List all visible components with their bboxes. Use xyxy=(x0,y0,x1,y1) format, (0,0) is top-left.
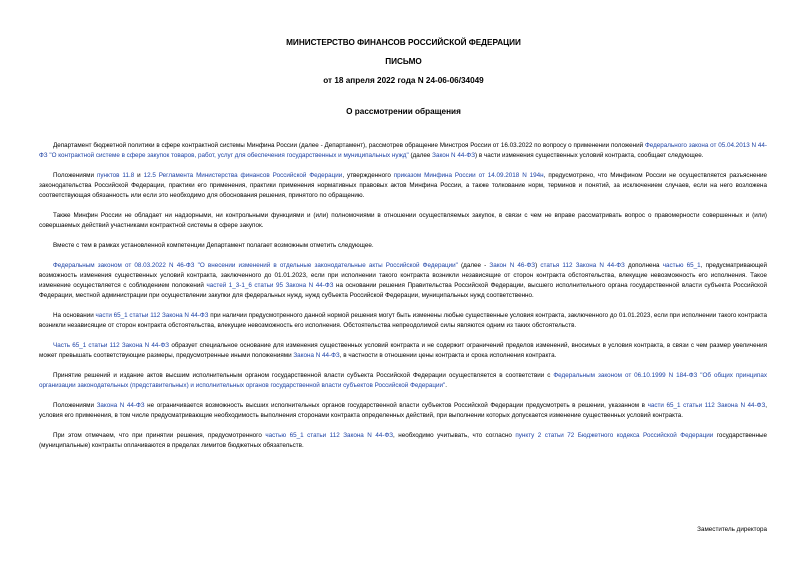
text: и xyxy=(134,172,144,179)
link-article-95[interactable]: частей 1_3-1_6 статьи 95 Закона N 44-ФЗ xyxy=(206,282,334,289)
link-law-44fz-short[interactable]: Закона N 44-ФЗ xyxy=(96,402,145,409)
text: , необходимо учитывать, что согласно xyxy=(393,432,516,439)
link-law-44fz-short[interactable]: Закона N 44-ФЗ xyxy=(293,352,340,359)
paragraph-5 xyxy=(39,261,767,301)
link-part-65-1-article-112[interactable]: части 65_1 статьи 112 Закона N 44-ФЗ xyxy=(95,312,209,319)
text: , в частности в отношении цены контракта и срока исполнения контракта. xyxy=(339,352,557,359)
paragraph-10 xyxy=(39,431,767,451)
text: , предусматривающей возможность изменения существенных условий контракта, заключенного до 01.01.2023, если при исполнении такого контракта возникли независящие от сторон контракта обстоятельства, влекущие невозможность его исполнения. Такое изменение осуществляется с соблюдением положений xyxy=(39,262,768,289)
paragraph-8 xyxy=(39,371,767,391)
paragraph-6 xyxy=(39,311,767,331)
text: , утвержденного xyxy=(342,172,394,179)
document-type: ПИСЬМО xyxy=(385,57,422,66)
link-reglament[interactable]: 12.5 Регламента Министерства финансов Российской Федерации xyxy=(143,172,343,179)
text: Департамент бюджетной политики в сфере контрактной системы Минфина России (далее - Департамент), рассмотрев обращение Минстроя России от 16.03.2022 по вопросу о применении положений xyxy=(53,142,645,149)
text: на основании решения Правительства Российской Федерации, высшего исполнительного органа государственной власти субъекта Российской Федерации, местной администрации при осуществлении закупки для федеральных нужд, нужд субъекта Российской Федерации, муниципальных нужд соответственно. xyxy=(39,282,768,299)
link-law-44fz-short[interactable]: Закон N 44-ФЗ xyxy=(432,152,476,159)
text: Также Минфин России не обладает ни надзорными, ни контрольными функциями и (или) полномочиями в отношении осуществляемых закупок, в связи с чем не вправе рассматривать вопрос о правомерности совершенных и (или) совершаемых действий участниками контрактной системы в сфере закупок. xyxy=(39,212,767,229)
text: , условия его применения, в том числе предусматривающие необходимость выполнения сторонами контракта определенных действий, при выполнении которых допускается изменение существенных условий контракта. xyxy=(39,402,768,419)
text: Вместе с тем в рамках установленной компетенции Департамент полагает возможным отметить следующее. xyxy=(53,242,374,249)
text: . xyxy=(445,382,448,389)
paragraph-2 xyxy=(39,171,767,201)
text: не ограничивается возможность высших исполнительных органов государственной власти субъектов Российской Федерации предусмотреть в решении, указанном в xyxy=(144,402,648,409)
text: , предусмотрено, что Минфином России не осуществляется разъяснение законодательства Российской Федерации, практики его применения, практики применения нормативных правовых актов Минфина России, а также толкование норм, терминов и понятий, за исключением случаев, если на него возложена соответствующая обязанность или если это необходимо для обоснования решения, принятого по обращению. xyxy=(39,172,767,199)
text: Положениями xyxy=(53,402,97,409)
text: при наличии предусмотренного данной нормой решения могут быть изменены любые существенные условия контракта, заключенного до 01.01.2023, если при исполнении такого контракта возникли независящие от сторон контракта обстоятельства, влекущие невозможность его исполнения. Обстоятельства непреодолимой силы являются одним из таких обстоятельств. xyxy=(39,312,767,329)
text: Положениями xyxy=(53,172,97,179)
link-law-46fz-short[interactable]: Закон N 46-ФЗ xyxy=(489,262,536,269)
text: При этом отмечаем, что при принятии решения, предусмотренного xyxy=(53,432,266,439)
text: ) в части изменения существенных условий контракта, сообщает следующее. xyxy=(475,152,704,159)
link-article-112[interactable]: статья 112 Закона N 44-ФЗ xyxy=(540,262,625,269)
paragraph-3 xyxy=(39,211,767,231)
text: ) xyxy=(535,262,541,269)
link-part-65-1-article-112[interactable]: Часть 65_1 статьи 112 Закона N 44-ФЗ xyxy=(53,342,170,349)
paragraph-7 xyxy=(39,341,767,361)
document-date-number: от 18 апреля 2022 года N 24-06-06/34049 xyxy=(323,76,484,85)
paragraph-9 xyxy=(39,401,767,421)
text: Принятие решений и издание актов высшим исполнительным органом государственной власти субъекта Российской Федерации осуществляется в соответствии с xyxy=(53,372,554,379)
text: образует специальное основание для изменения существенных условий контракта и не содержит ограничений пределов изменений, вносимых в условия контракта, в связи с чем размер увеличения может превышать соответствующие размеры, предусмотренные иными положениями xyxy=(39,342,767,359)
link-law-46fz[interactable]: Федеральным законом от 08.03.2022 N 46-ФЗ "О внесении изменений в отдельные законодательные акты Российской Федерации" xyxy=(53,262,458,269)
link-law-44fz[interactable]: Федерального закона от 05.04.2013 N 44-ФЗ "О контрактной системе в сфере закупок товаров, работ, услуг для обеспечения государственных и муниципальных нужд" xyxy=(39,142,767,159)
text: На основании xyxy=(53,312,96,319)
link-items-11-8[interactable]: пунктов 11.8 xyxy=(96,172,135,179)
ministry-title: МИНИСТЕРСТВО ФИНАНСОВ РОССИЙСКОЙ ФЕДЕРАЦИИ xyxy=(286,38,521,47)
document-body xyxy=(39,141,767,461)
text: (далее - xyxy=(457,262,490,269)
document-subject: О рассмотрении обращения xyxy=(346,107,461,116)
text: дополнена xyxy=(624,262,663,269)
link-part-65-1-article-112[interactable]: частью 65_1 статьи 112 Закона N 44-ФЗ xyxy=(265,432,394,439)
link-budget-code-article-72[interactable]: пункту 2 статьи 72 Бюджетного кодекса Российской Федерации xyxy=(515,432,714,439)
text: (далее xyxy=(408,152,433,159)
signature: Заместитель директора xyxy=(697,526,767,533)
text: государственные (муниципальные) контракты оплачиваются в пределах лимитов бюджетных обязательств. xyxy=(39,432,767,449)
link-law-184fz[interactable]: Федеральным законом от 06.10.1999 N 184-ФЗ "Об общих принципах организации законодательных (представительных) и исполнительных органов государственной власти субъектов Российской Федерации" xyxy=(39,372,767,389)
link-order-194n[interactable]: приказом Минфина России от 14.09.2018 N 194н xyxy=(393,172,544,179)
link-part-65-1[interactable]: частью 65_1 xyxy=(662,262,701,269)
paragraph-1 xyxy=(39,141,767,161)
link-part-65-1-article-112[interactable]: части 65_1 статьи 112 Закона N 44-ФЗ xyxy=(647,402,766,409)
paragraph-4 xyxy=(39,241,767,251)
